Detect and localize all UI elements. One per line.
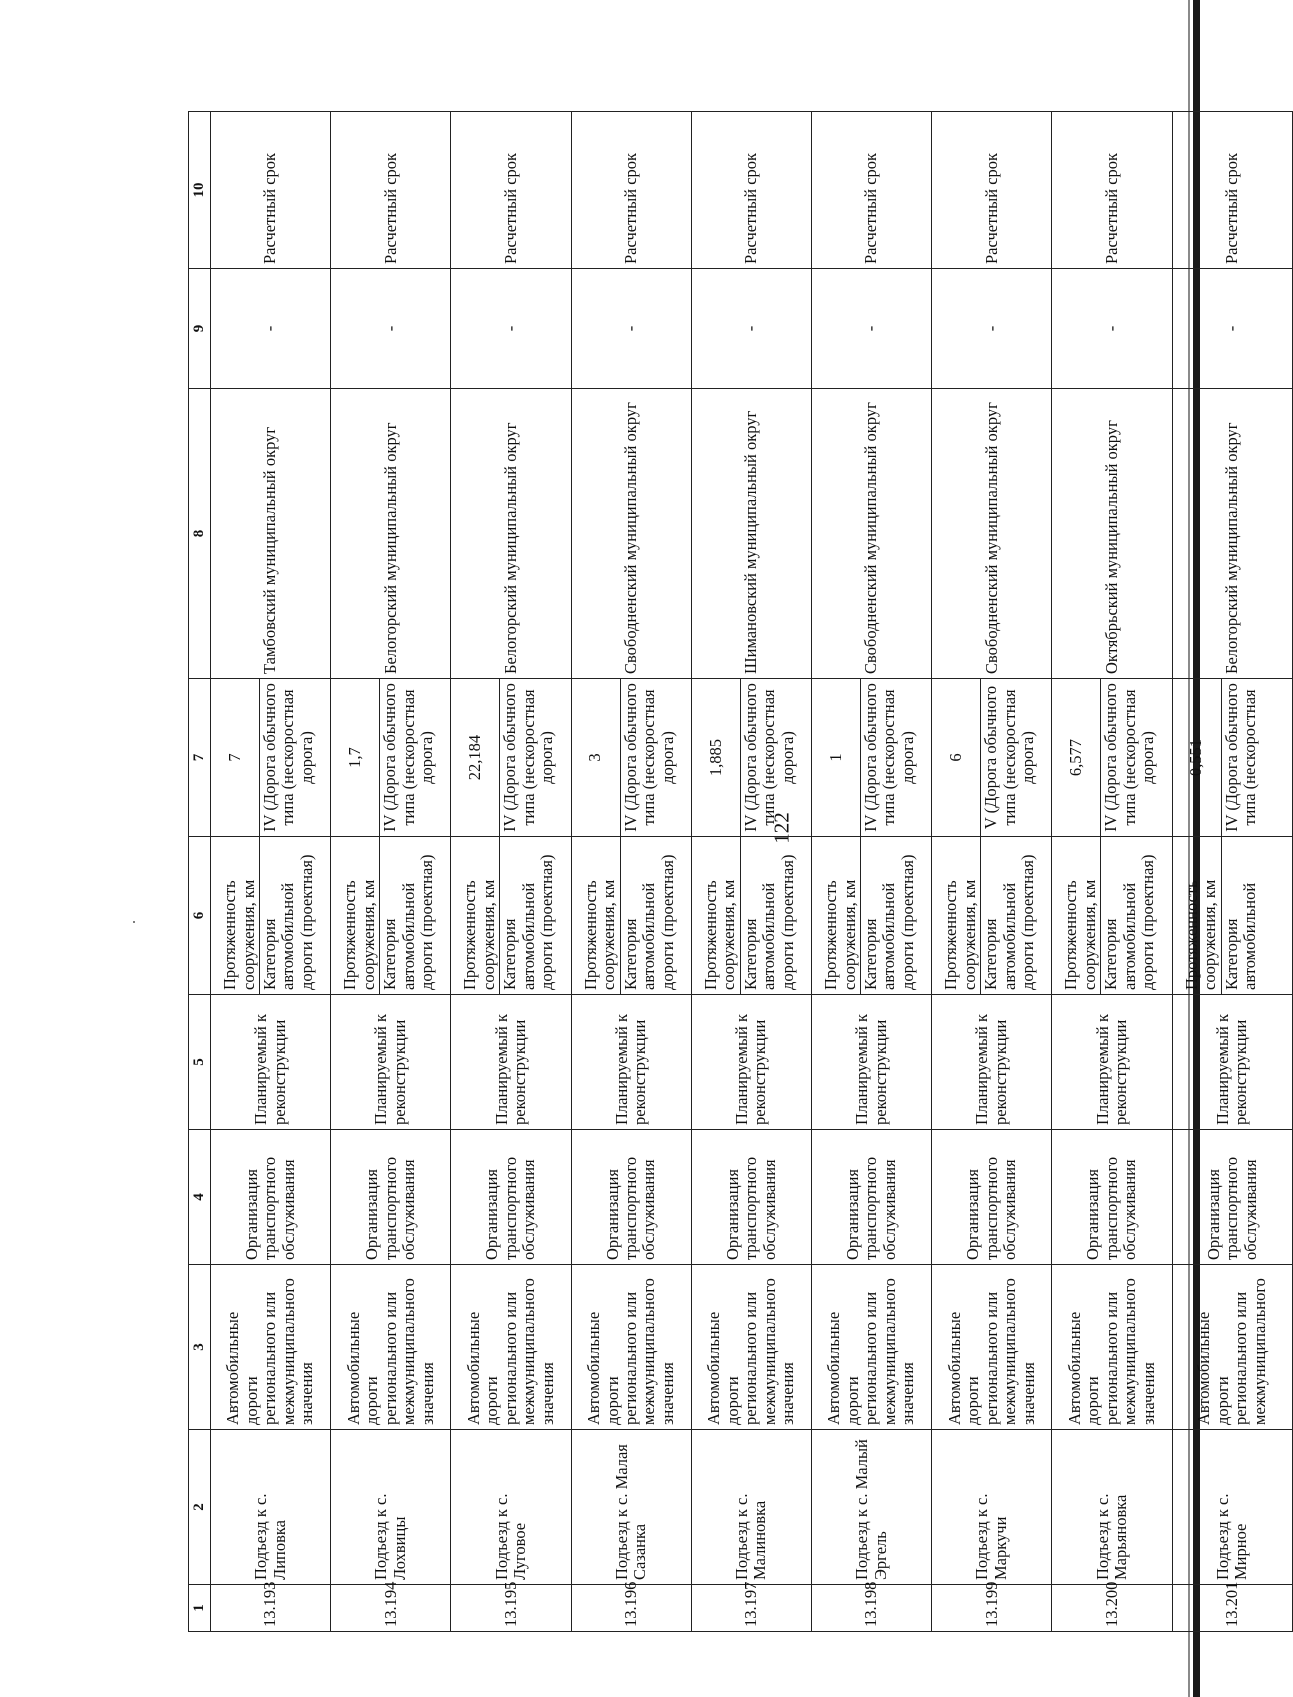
table-row bbox=[571, 112, 620, 1632]
term: Расчетный срок bbox=[451, 112, 571, 269]
object-name: Подъезд к с. Малиновка bbox=[691, 1430, 811, 1585]
column-header: 8 bbox=[189, 389, 211, 679]
object-purpose: Организация транспортного обслуживания bbox=[211, 1130, 331, 1265]
table-row bbox=[451, 112, 500, 1632]
category-value: IV (Дорога обычного типа (нескоростная дорога) bbox=[380, 679, 451, 837]
category-value: IV (Дорога обычного типа (нескоростная дорога) bbox=[1101, 679, 1172, 837]
category-label: Категория автомобильной bbox=[1221, 837, 1292, 995]
length-value: 22,184 bbox=[451, 679, 500, 837]
length-label: Протяженность сооружения, км bbox=[932, 837, 981, 995]
category-value: IV (Дорога обычного типа (нескоростная bbox=[1221, 679, 1292, 837]
category-value: V (Дорога обычного типа (нескоростная дорога) bbox=[981, 679, 1052, 837]
object-name: Подъезд к с. Маркучи bbox=[932, 1430, 1052, 1585]
object-status: Планируемый к реконструкции bbox=[451, 995, 571, 1130]
length-label: Протяженность сооружения, км bbox=[211, 837, 260, 995]
row-number: 13.194 bbox=[331, 1585, 451, 1632]
object-purpose: Организация транспортного обслуживания bbox=[691, 1130, 811, 1265]
length-value: 1,7 bbox=[331, 679, 380, 837]
object-type: Автомобильные дороги регионального или межмуниципального значения bbox=[691, 1265, 811, 1430]
object-purpose: Организация транспортного обслуживания bbox=[1172, 1130, 1292, 1265]
object-status: Планируемый к реконструкции bbox=[932, 995, 1052, 1130]
object-name: Подъезд к с. Малый Эргель bbox=[812, 1430, 932, 1585]
object-purpose: Организация транспортного обслуживания bbox=[451, 1130, 571, 1265]
row-number: 13.199 bbox=[932, 1585, 1052, 1632]
column-header: 2 bbox=[189, 1430, 211, 1585]
object-type: Автомобильные дороги регионального или межмуниципального значения bbox=[331, 1265, 451, 1430]
length-label: Протяженность сооружения, км bbox=[451, 837, 500, 995]
term: Расчетный срок bbox=[331, 112, 451, 269]
object-type: Автомобильные дороги регионального или межмуниципального значения bbox=[211, 1265, 331, 1430]
object-type: Автомобильные дороги регионального или межмуниципального bbox=[1172, 1265, 1292, 1430]
object-type: Автомобильные дороги регионального или межмуниципального значения bbox=[812, 1265, 932, 1430]
row-number: 13.200 bbox=[1052, 1585, 1172, 1632]
length-label: Протяженность сооружения, км bbox=[571, 837, 620, 995]
category-label: Категория автомобильной дороги (проектная) bbox=[620, 837, 691, 995]
table-body bbox=[211, 112, 1293, 1632]
category-value: IV (Дорога обычного типа (нескоростная дорога) bbox=[259, 679, 330, 837]
location: Белогорский муниципальный округ bbox=[331, 389, 451, 679]
location: Белогорский муниципальный округ bbox=[451, 389, 571, 679]
row-number: 13.201 bbox=[1172, 1585, 1292, 1632]
table-row bbox=[1172, 112, 1221, 1632]
term: Расчетный срок bbox=[1052, 112, 1172, 269]
column-header: 10 bbox=[189, 112, 211, 269]
term: Расчетный срок bbox=[691, 112, 811, 269]
term: Расчетный срок bbox=[1172, 112, 1292, 269]
zone: - bbox=[571, 269, 691, 389]
length-value: 6,577 bbox=[1052, 679, 1101, 837]
object-status: Планируемый к реконструкции bbox=[1052, 995, 1172, 1130]
location: Белогорский муниципальный округ bbox=[1172, 389, 1292, 679]
zone: - bbox=[691, 269, 811, 389]
category-label: Категория автомобильной дороги (проектная) bbox=[259, 837, 330, 995]
object-type: Автомобильные дороги регионального или межмуниципального значения bbox=[932, 1265, 1052, 1430]
location: Свободненский муниципальный округ bbox=[571, 389, 691, 679]
object-purpose: Организация транспортного обслуживания bbox=[812, 1130, 932, 1265]
object-type: Автомобильные дороги регионального или межмуниципального значения bbox=[1052, 1265, 1172, 1430]
length-value: 6 bbox=[932, 679, 981, 837]
length-label: Протяженность сооружения, км bbox=[1172, 837, 1221, 995]
location: Октябрьский муниципальный округ bbox=[1052, 389, 1172, 679]
object-name: Подъезд к с. Луговое bbox=[451, 1430, 571, 1585]
object-purpose: Организация транспортного обслуживания bbox=[932, 1130, 1052, 1265]
row-number: 13.196 bbox=[571, 1585, 691, 1632]
category-label: Категория автомобильной дороги (проектная) bbox=[860, 837, 931, 995]
object-status: Планируемый к реконструкции bbox=[691, 995, 811, 1130]
length-label: Протяженность сооружения, км bbox=[691, 837, 740, 995]
category-label: Категория автомобильной дороги (проектная) bbox=[981, 837, 1052, 995]
rotated-table-container bbox=[188, 112, 1293, 1632]
object-status: Планируемый к реконструкции bbox=[812, 995, 932, 1130]
zone: - bbox=[331, 269, 451, 389]
object-purpose: Организация транспортного обслуживания bbox=[1052, 1130, 1172, 1265]
term: Расчетный срок bbox=[571, 112, 691, 269]
object-name: Подъезд к с. Мирное bbox=[1172, 1430, 1292, 1585]
table-row bbox=[932, 112, 981, 1632]
column-header: 6 bbox=[189, 837, 211, 995]
object-status: Планируемый к реконструкции bbox=[211, 995, 331, 1130]
object-type: Автомобильные дороги регионального или межмуниципального значения bbox=[571, 1265, 691, 1430]
column-header: 7 bbox=[189, 679, 211, 837]
column-header: 5 bbox=[189, 995, 211, 1130]
object-name: Подъезд к с. Липовка bbox=[211, 1430, 331, 1585]
object-name: Подъезд к с. Лохвицы bbox=[331, 1430, 451, 1585]
length-label: Протяженность сооружения, км bbox=[812, 837, 861, 995]
zone: - bbox=[211, 269, 331, 389]
table-row bbox=[211, 112, 260, 1632]
object-status: Планируемый к реконструкции bbox=[571, 995, 691, 1130]
object-name: Подъезд к с. Марьяновка bbox=[1052, 1430, 1172, 1585]
object-status: Планируемый к реконструкции bbox=[331, 995, 451, 1130]
category-value: IV (Дорога обычного типа (нескоростная дорога) bbox=[740, 679, 811, 837]
table-row bbox=[691, 112, 740, 1632]
category-value: IV (Дорога обычного типа (нескоростная дорога) bbox=[500, 679, 571, 837]
category-label: Категория автомобильной дороги (проектная) bbox=[740, 837, 811, 995]
category-label: Категория автомобильной дороги (проектная) bbox=[500, 837, 571, 995]
column-header: 1 bbox=[189, 1585, 211, 1632]
table-row bbox=[331, 112, 380, 1632]
length-value: 7 bbox=[211, 679, 260, 837]
roads-table bbox=[188, 111, 1293, 1632]
category-value: IV (Дорога обычного типа (нескоростная дорога) bbox=[860, 679, 931, 837]
zone: - bbox=[812, 269, 932, 389]
term: Расчетный срок bbox=[812, 112, 932, 269]
table-row bbox=[1052, 112, 1101, 1632]
zone: - bbox=[1172, 269, 1292, 389]
length-value: 0,551 bbox=[1172, 679, 1221, 837]
row-number: 13.197 bbox=[691, 1585, 811, 1632]
location: Шимановский муниципальный округ bbox=[691, 389, 811, 679]
category-label: Категория автомобильной дороги (проектная) bbox=[380, 837, 451, 995]
location: Свободненский муниципальный округ bbox=[812, 389, 932, 679]
scan-speck bbox=[133, 921, 135, 923]
column-header: 9 bbox=[189, 269, 211, 389]
object-type: Автомобильные дороги регионального или межмуниципального значения bbox=[451, 1265, 571, 1430]
object-name: Подъезд к с. Малая Сазанка bbox=[571, 1430, 691, 1585]
object-purpose: Организация транспортного обслуживания bbox=[571, 1130, 691, 1265]
category-label: Категория автомобильной дороги (проектная) bbox=[1101, 837, 1172, 995]
length-label: Протяженность сооружения, км bbox=[1052, 837, 1101, 995]
zone: - bbox=[932, 269, 1052, 389]
length-label: Протяженность сооружения, км bbox=[331, 837, 380, 995]
column-header: 4 bbox=[189, 1130, 211, 1265]
category-value: IV (Дорога обычного типа (нескоростная дорога) bbox=[620, 679, 691, 837]
location: Свободненский муниципальный округ bbox=[932, 389, 1052, 679]
zone: - bbox=[1052, 269, 1172, 389]
length-value: 1 bbox=[812, 679, 861, 837]
header-row bbox=[189, 112, 211, 1632]
page-number: 122 bbox=[769, 812, 794, 844]
row-number: 13.198 bbox=[812, 1585, 932, 1632]
row-number: 13.193 bbox=[211, 1585, 331, 1632]
length-value: 3 bbox=[571, 679, 620, 837]
length-value: 1,885 bbox=[691, 679, 740, 837]
object-status: Планируемый к реконструкции bbox=[1172, 995, 1292, 1130]
term: Расчетный срок bbox=[211, 112, 331, 269]
object-purpose: Организация транспортного обслуживания bbox=[331, 1130, 451, 1265]
column-header: 3 bbox=[189, 1265, 211, 1430]
table-row bbox=[812, 112, 861, 1632]
location: Тамбовский муниципальный округ bbox=[211, 389, 331, 679]
row-number: 13.195 bbox=[451, 1585, 571, 1632]
zone: - bbox=[451, 269, 571, 389]
term: Расчетный срок bbox=[932, 112, 1052, 269]
